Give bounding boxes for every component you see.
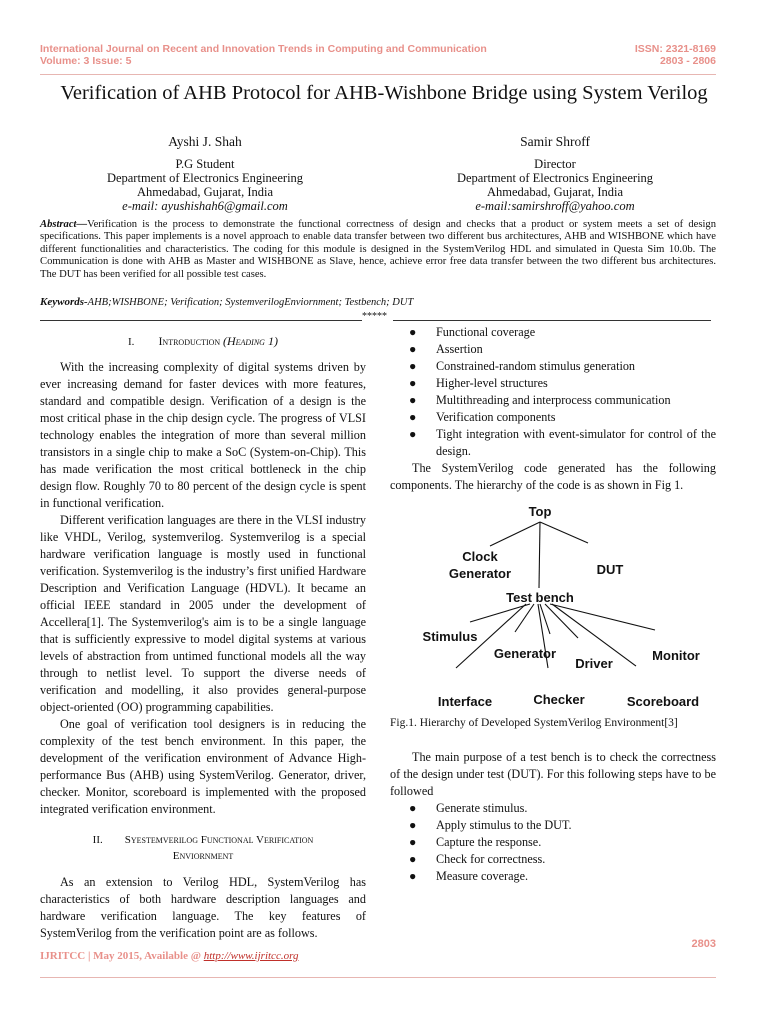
intro-paragraph-3: One goal of verification tool designers is in reducing the complexity of the test bench environment. In this paper, the development of the verification environment of Advance High-performance Bus (AHB) using SystemVerilog. Generator, driver, checker. Monitor, scoreboard is implemented with the proposed integrated verification environment. bbox=[40, 717, 366, 816]
hierarchy-figure bbox=[390, 498, 716, 716]
author-1-place: Ahmedabad, Gujarat, India bbox=[136, 185, 274, 199]
keywords bbox=[40, 296, 413, 308]
author-2-role: Director bbox=[534, 157, 576, 171]
list-item: ● Multithreading and interprocess communication bbox=[409, 393, 671, 407]
node-monitor: Monitor bbox=[652, 648, 700, 663]
author-1-email[interactable]: e-mail: ayushishah6@gmail.com bbox=[122, 199, 288, 213]
node-top: Top bbox=[528, 504, 552, 519]
steps-list bbox=[390, 800, 716, 885]
author-1 bbox=[60, 135, 350, 213]
bullet-icon: ● bbox=[409, 801, 417, 815]
section-2-title-line2: Enviornment bbox=[172, 850, 234, 862]
bullet-icon: ● bbox=[409, 393, 417, 407]
bullet-icon: ● bbox=[409, 342, 417, 356]
page-number: 2803 bbox=[691, 938, 716, 950]
bullet-icon: ● bbox=[409, 359, 417, 373]
list-item: ● Assertion bbox=[409, 342, 483, 356]
features-list bbox=[390, 324, 716, 460]
right-paragraph-1: The SystemVerilog code generated has the following components. The hierarchy of the code is as shown in Fig 1. bbox=[390, 461, 716, 492]
list-item: ● Tight integration with event-simulator for control of the design. bbox=[409, 427, 716, 458]
node-testbench: Test bench bbox=[506, 590, 574, 605]
author-2-name: Samir Shroff bbox=[520, 134, 590, 149]
separator-stars: ***** bbox=[362, 311, 387, 322]
list-item: ● Apply stimulus to the DUT. bbox=[409, 818, 572, 832]
footer-link[interactable]: http://www.ijritcc.org bbox=[203, 950, 299, 962]
section-1-tag: (Heading 1) bbox=[222, 334, 278, 348]
section-2-title-line1: Syestemverilog Functional Verification bbox=[124, 834, 314, 846]
bullet-icon: ● bbox=[409, 852, 417, 866]
list-item: ● Capture the response. bbox=[409, 835, 542, 849]
right-paragraph-2: The main purpose of a test bench is to check the correctness of the design under test (DUT). For this following steps have to be followed bbox=[390, 750, 716, 798]
keywords-text: AHB;WISHBONE; Verification; SystemverilogEnviornment; Testbench; DUT bbox=[87, 297, 414, 308]
node-stimulus: Stimulus bbox=[422, 629, 478, 644]
right-column bbox=[390, 324, 716, 885]
author-2-email[interactable]: e-mail:samirshroff@yahoo.com bbox=[475, 199, 635, 213]
section-2-number: II. bbox=[92, 834, 103, 846]
section-1-number: I. bbox=[128, 336, 135, 348]
journal-name: International Journal on Recent and Innovation Trends in Computing and Communication bbox=[40, 43, 487, 55]
node-scoreboard: Scoreboard bbox=[626, 694, 700, 709]
abstract-label: Abstract— bbox=[40, 219, 88, 230]
abstract-text: Verification is the process to demonstrate the functional correctness of design and checks that a product or system meets a set of design specifications. This paper implements is a novel approach to enable data transfer between two different bus architectures, AHB and WISHBONE which have different functionalities and characteristics. The coding for this module is designed in the SystemVerilog HDL and simulated in Questa Sim 10.0b. The Communication is done with AHB as Master and WISHBONE as Slave, hence, achieve error free data transfer between the two different bus architectures. The DUT has been verified for all possible test cases. bbox=[40, 219, 716, 280]
bullet-icon: ● bbox=[409, 869, 417, 883]
section-1-title: Introduction bbox=[158, 334, 221, 348]
issn: ISSN: 2321-8169 bbox=[634, 43, 716, 55]
volume-issue: Volume: 3 Issue: 5 bbox=[40, 55, 132, 67]
bullet-icon: ● bbox=[409, 835, 417, 849]
list-item: ● Constrained-random stimulus generation bbox=[409, 359, 636, 373]
bullet-icon: ● bbox=[409, 427, 417, 441]
bullet-icon: ● bbox=[409, 376, 417, 390]
author-2 bbox=[410, 135, 700, 213]
node-clock-line2: Generator bbox=[448, 566, 512, 581]
footer-text: IJRITCC | May 2015, Available @ bbox=[40, 950, 204, 962]
list-item: ● Measure coverage. bbox=[409, 869, 529, 883]
keywords-label: Keywords- bbox=[40, 296, 88, 308]
author-1-dept: Department of Electronics Engineering bbox=[106, 171, 304, 185]
node-clock-line1: Clock bbox=[462, 549, 498, 564]
list-item: ● Generate stimulus. bbox=[409, 801, 528, 815]
author-1-role: P.G Student bbox=[175, 157, 235, 171]
page-range: 2803 - 2806 bbox=[659, 55, 716, 67]
node-generator: Generator bbox=[493, 646, 557, 661]
section-2-paragraph-1: As an extension to Verilog HDL, SystemVerilog has characteristics of both hardware description languages and hardware verification language. The key features of SystemVerilog from the verification point are as follows. bbox=[40, 875, 366, 940]
left-column bbox=[40, 333, 366, 942]
list-item: ● Higher-level structures bbox=[409, 376, 548, 390]
node-checker: Checker bbox=[533, 692, 585, 707]
footer-rule bbox=[40, 977, 716, 978]
list-item: ● Functional coverage bbox=[409, 325, 536, 339]
bullet-icon: ● bbox=[409, 325, 417, 339]
paper-title: Verification of AHB Protocol for AHB-Wishbone Bridge using System Verilog bbox=[60, 82, 708, 104]
author-1-name: Ayshi J. Shah bbox=[168, 134, 242, 149]
author-2-place: Ahmedabad, Gujarat, India bbox=[486, 185, 624, 199]
footer bbox=[40, 950, 298, 962]
figure-caption: Fig.1. Hierarchy of Developed SystemVerilog Environment[3] bbox=[390, 717, 678, 729]
list-item: ● Verification components bbox=[409, 410, 556, 424]
node-dut: DUT bbox=[596, 562, 624, 577]
separator-rule-right bbox=[393, 320, 711, 321]
bullet-icon: ● bbox=[409, 410, 417, 424]
header-rule bbox=[40, 74, 716, 75]
separator-rule-left bbox=[40, 320, 362, 321]
abstract bbox=[40, 219, 716, 281]
list-item: ● Check for correctness. bbox=[409, 852, 546, 866]
node-interface: Interface bbox=[437, 694, 493, 709]
author-2-dept: Department of Electronics Engineering bbox=[456, 171, 654, 185]
intro-paragraph-2: Different verification languages are there in the VLSI industry like VHDL, Verilog, systemverilog. Systemverilog is a special hardware verification language is mostly used in functional verification. Systemverilog is the industry’s first unified Hardware Description and Verification Language (HDVL). It became an official IEEE standard in 2005 under the development of Accellera[1]. The Systemverilog's aim is to be a single language that is sufficiently expressive to model digital systems at various levels of abstraction from untimed functional models all the way through to netlist level. To support the diverse needs of verification and modelling, it also provides general-purpose object-oriented (OO) programming capabilities. bbox=[40, 513, 366, 714]
bullet-icon: ● bbox=[409, 818, 417, 832]
intro-paragraph-1: With the increasing complexity of digital systems driven by ever increasing demand for faster devices with more features, standard and compatible design. Verification of a design is the most critical phase in the chip design cycle. The progress of VLSI technology enables the integration of more than several million transistors in a single chip to make a SoC (System-on-Chip). This has made verification the most critical bottleneck in the chip design flow. Roughly 70 to 80 percent of the design cycle is spent in functional verification. bbox=[40, 360, 366, 510]
section-1-heading bbox=[40, 333, 366, 350]
section-2-heading bbox=[40, 832, 366, 864]
node-driver: Driver bbox=[575, 656, 613, 671]
